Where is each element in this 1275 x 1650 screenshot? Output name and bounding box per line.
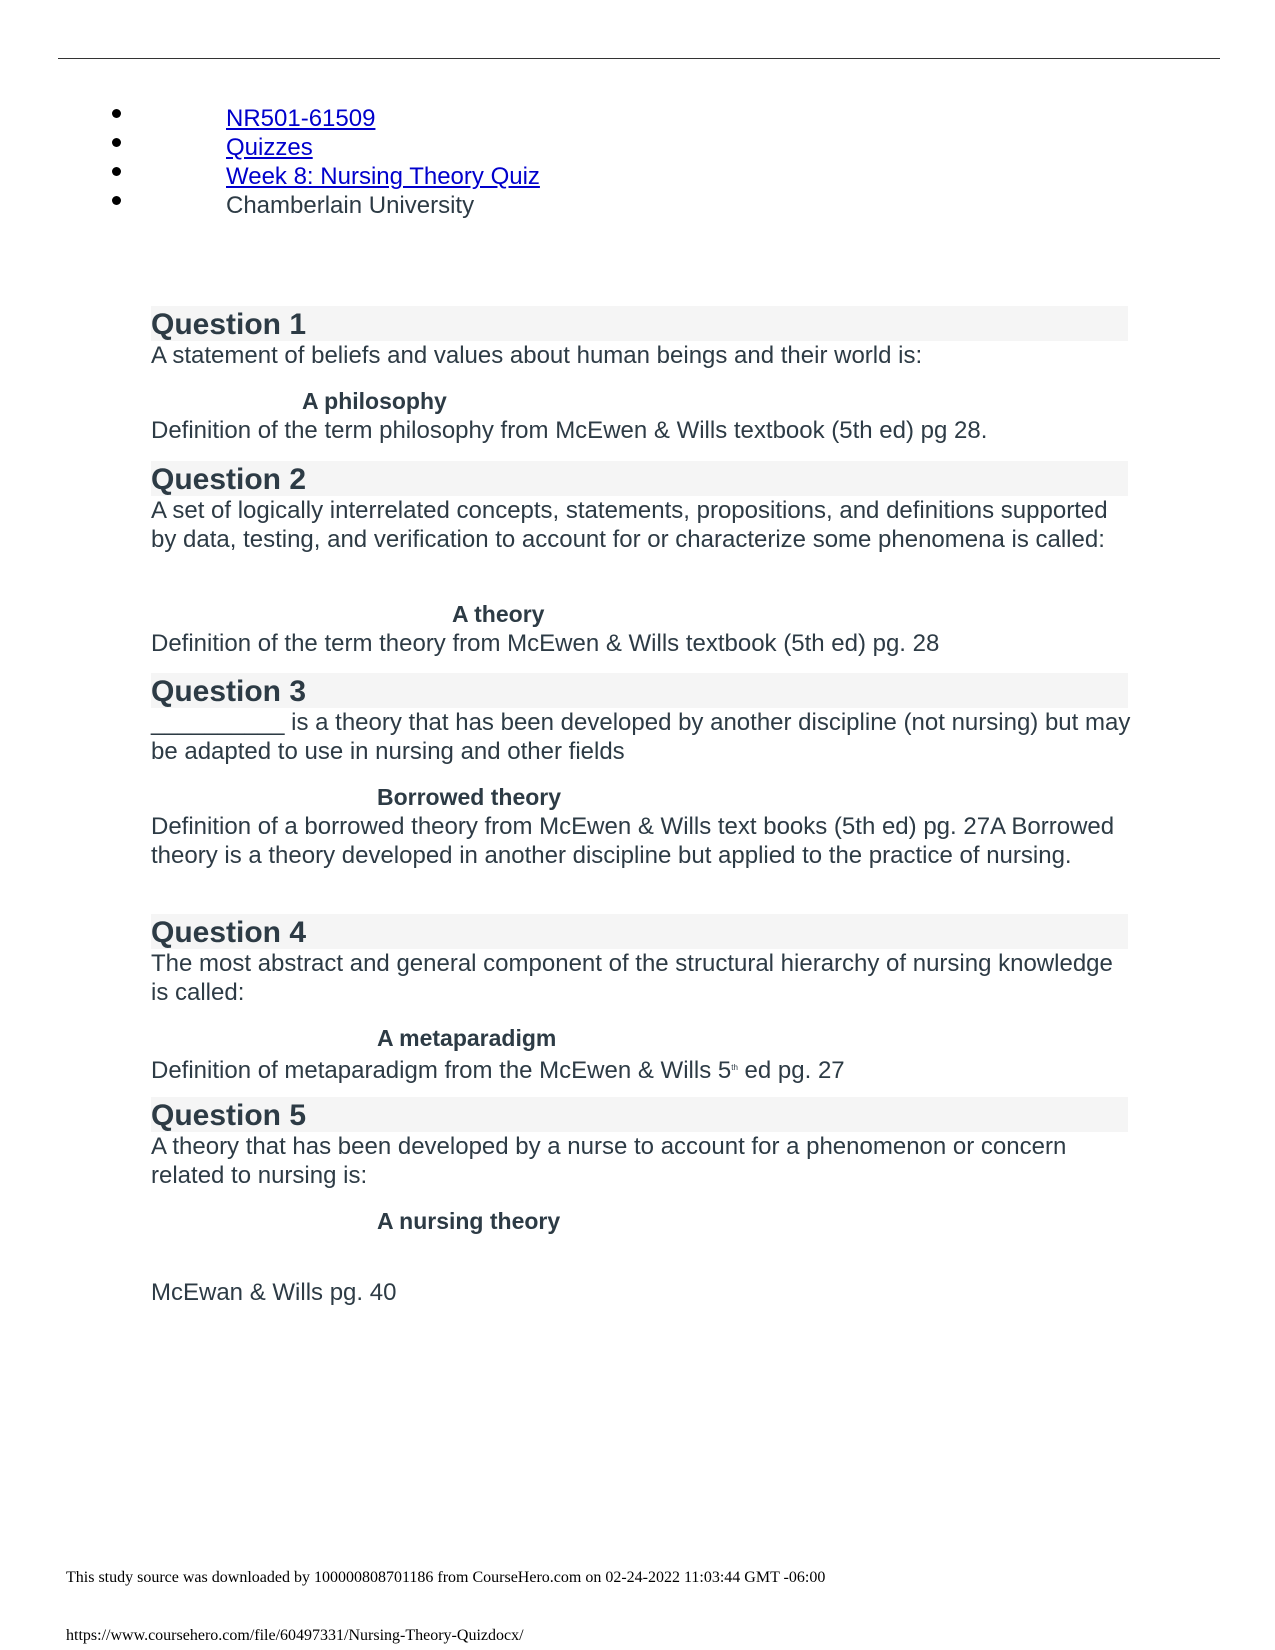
question-1-explanation: Definition of the term philosophy from McEwen & Wills textbook (5th ed) pg 28.	[151, 417, 988, 444]
download-source-notice: This study source was downloaded by 100000808701186 from CourseHero.com on 02-24-2022 11:03:44 GMT -06:00	[66, 1569, 826, 1586]
breadcrumb-item-university	[0, 191, 540, 220]
question-2-explanation: Definition of the term theory from McEwen & Wills textbook (5th ed) pg. 28	[151, 630, 940, 657]
breadcrumb-link-quiz[interactable]: Week 8: Nursing Theory Quiz	[226, 163, 540, 190]
question-3-heading: Question 3	[151, 673, 1128, 708]
question-5-heading: Question 5	[151, 1097, 1128, 1132]
question-2-heading: Question 2	[151, 461, 1128, 496]
question-2-text: A set of logically interrelated concepts, statements, propositions, and definitions supported by data, testing, and verification to account for or characterize some phenomena is called:	[151, 497, 1108, 553]
question-5-answer: A nursing theory	[377, 1208, 561, 1234]
question-4-heading: Question 4	[151, 914, 1128, 949]
question-1-text: A statement of beliefs and values about human beings and their world is:	[151, 342, 923, 369]
question-5-text: A theory that has been developed by a nurse to account for a phenomenon or concern related to nursing is:	[151, 1133, 1067, 1189]
question-2-answer: A theory	[452, 601, 545, 627]
breadcrumb-link-quizzes[interactable]: Quizzes	[226, 134, 313, 161]
source-url: https://www.coursehero.com/file/60497331/Nursing-Theory-Quizdocx/	[66, 1627, 524, 1644]
question-4-explanation-main: Definition of metaparadigm from the McEwen & Wills 5	[151, 1057, 732, 1084]
question-3-text: __________ is a theory that has been developed by another discipline (not nursing) but may be adapted to use in nursing and other fields	[151, 709, 1131, 765]
question-3-explanation: Definition of a borrowed theory from McEwen & Wills text books (5th ed) pg. 27A Borrowed theory is a theory developed in another discipline but applied to the practice of nursing.	[151, 813, 1115, 869]
breadcrumb-link-course[interactable]: NR501-61509	[226, 105, 376, 132]
breadcrumb	[0, 104, 540, 220]
question-4-explanation	[151, 1053, 1131, 1085]
breadcrumb-item-quiz[interactable]	[0, 162, 540, 191]
top-divider	[58, 58, 1220, 59]
question-4-text: The most abstract and general component of the structural hierarchy of nursing knowledge is called:	[151, 950, 1113, 1006]
question-3-answer: Borrowed theory	[377, 784, 562, 810]
question-4-explanation-end: ed pg. 27	[737, 1057, 845, 1084]
question-1-answer: A philosophy	[302, 388, 447, 414]
question-4-explanation-superscript: th	[731, 1063, 738, 1072]
breadcrumb-item-course[interactable]	[0, 104, 540, 133]
breadcrumb-label-university: Chamberlain University	[226, 192, 475, 219]
question-5-explanation: McEwan & Wills pg. 40	[151, 1279, 397, 1306]
breadcrumb-item-quizzes[interactable]	[0, 133, 540, 162]
question-4-answer: A metaparadigm	[377, 1025, 557, 1051]
question-1-heading: Question 1	[151, 306, 1128, 341]
